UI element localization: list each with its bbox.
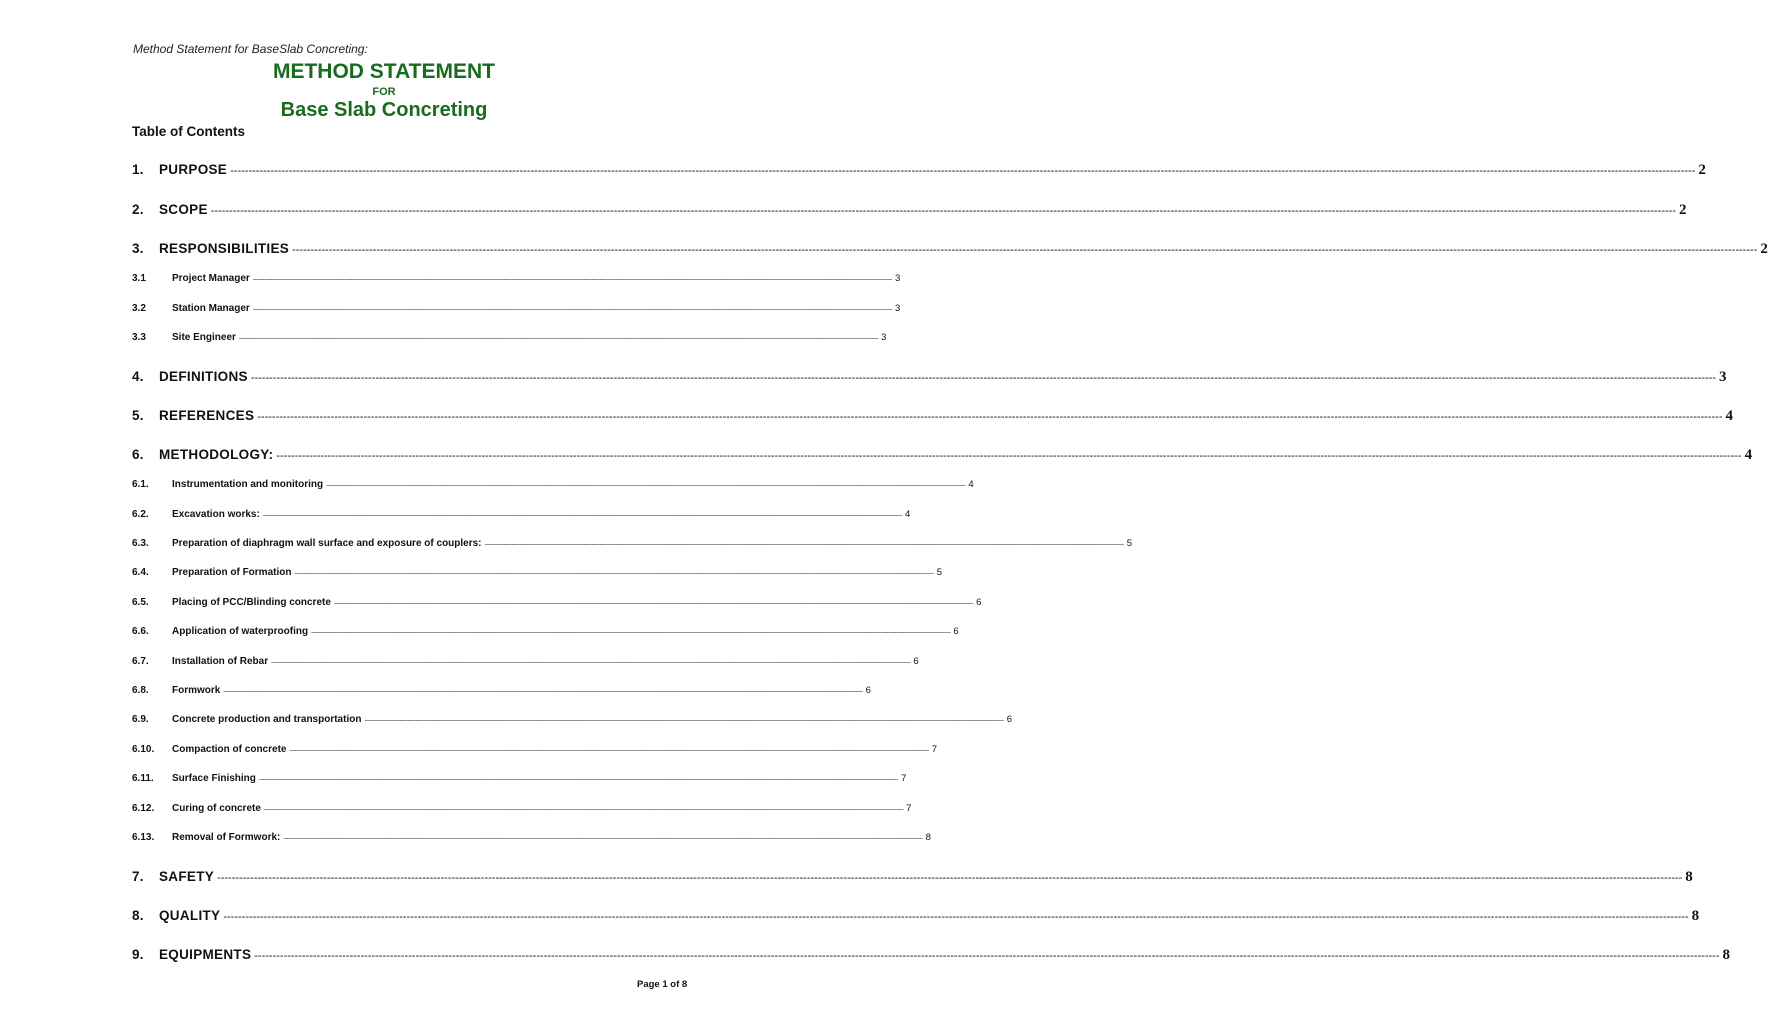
toc-entry-page: 8 <box>1685 869 1694 885</box>
toc-entry[interactable] <box>132 744 937 755</box>
toc-entry-number: 3.1 <box>132 273 146 284</box>
toc-entry-page: 4 <box>905 509 911 520</box>
toc-entry-page: 3 <box>895 303 901 314</box>
toc-dot-leader: ---------------------------------------------------------------------------------------------------------------------------------------------------------------------------------------------------------------------------------------------------------------------------------------------------------------------------------------------------------------------------------------------------------------- <box>254 950 1720 962</box>
toc-dot-leader: ---------------------------------------------------------------------------------------------------------------------------------------------------------------------------------------------------------------------------------------------------------------------------------------------------------------------------------------------------------------------------------------------------------------- <box>276 450 1742 462</box>
toc-dot-leader: ---------------------------------------------------------------------------------------------------------------------------------------------------------------------------------------------------------------------------------------------------------------------------------------------------------------------------------------------------------------------------------------------------------------- <box>262 513 903 519</box>
toc-entry-label: Instrumentation and monitoring <box>172 479 324 490</box>
toc-entry-number: 3.2 <box>132 303 146 314</box>
toc-entry-page: 7 <box>931 744 937 755</box>
toc-entry[interactable] <box>132 273 901 284</box>
toc-entry-number: 7. <box>132 869 144 884</box>
toc-entry-page: 3 <box>895 273 901 284</box>
toc-entry[interactable] <box>132 567 942 578</box>
toc-entry[interactable] <box>132 241 1768 258</box>
toc-entry[interactable] <box>132 597 982 608</box>
toc-entry-number: 1. <box>132 162 144 177</box>
toc-entry-page: 7 <box>901 773 907 784</box>
toc-entry-label: Preparation of diaphragm wall surface and exposure of couplers: <box>172 538 482 549</box>
toc-entry-label: RESPONSIBILITIES <box>159 241 290 256</box>
toc-entry-number: 6.5. <box>132 597 149 608</box>
toc-dot-leader: ---------------------------------------------------------------------------------------------------------------------------------------------------------------------------------------------------------------------------------------------------------------------------------------------------------------------------------------------------------------------------------------------------------------- <box>271 660 911 666</box>
page-header: Method Statement for BaseSlab Concreting: <box>133 42 368 56</box>
toc-entry-number: 6.2. <box>132 509 149 520</box>
toc-entry-label: Compaction of concrete <box>172 744 287 755</box>
toc-dot-leader: ---------------------------------------------------------------------------------------------------------------------------------------------------------------------------------------------------------------------------------------------------------------------------------------------------------------------------------------------------------------------------------------------------------------- <box>252 277 893 283</box>
document-title: METHOD STATEMENT <box>272 60 496 83</box>
toc-entry-number: 6.12. <box>132 803 155 814</box>
toc-entry[interactable] <box>132 773 907 784</box>
toc-dot-leader: ---------------------------------------------------------------------------------------------------------------------------------------------------------------------------------------------------------------------------------------------------------------------------------------------------------------------------------------------------------------------------------------------------------------- <box>289 748 929 754</box>
toc-entry-number: 6.8. <box>132 685 149 696</box>
toc-entry-label: Station Manager <box>172 303 250 314</box>
toc-entry[interactable] <box>132 447 1753 464</box>
toc-entry[interactable] <box>132 656 919 667</box>
toc-entry[interactable] <box>132 869 1694 886</box>
toc-dot-leader: ---------------------------------------------------------------------------------------------------------------------------------------------------------------------------------------------------------------------------------------------------------------------------------------------------------------------------------------------------------------------------------------------------------------- <box>484 542 1124 548</box>
toc-entry-page: 8 <box>1722 947 1731 963</box>
toc-entry[interactable] <box>132 369 1727 386</box>
toc-dot-leader: ---------------------------------------------------------------------------------------------------------------------------------------------------------------------------------------------------------------------------------------------------------------------------------------------------------------------------------------------------------------------------------------------------------------- <box>210 205 1676 217</box>
toc-dot-leader: ---------------------------------------------------------------------------------------------------------------------------------------------------------------------------------------------------------------------------------------------------------------------------------------------------------------------------------------------------------------------------------------------------------------- <box>230 165 1696 177</box>
toc-dot-leader: ---------------------------------------------------------------------------------------------------------------------------------------------------------------------------------------------------------------------------------------------------------------------------------------------------------------------------------------------------------------------------------------------------------------- <box>217 872 1683 884</box>
toc-entry-page: 6 <box>1006 714 1012 725</box>
toc-entry-number: 6.10. <box>132 744 155 755</box>
toc-dot-leader: ---------------------------------------------------------------------------------------------------------------------------------------------------------------------------------------------------------------------------------------------------------------------------------------------------------------------------------------------------------------------------------------------------------------- <box>292 244 1758 256</box>
toc-entry-number: 6.11. <box>132 773 154 784</box>
toc-heading: Table of Contents <box>132 124 245 139</box>
toc-dot-leader: ---------------------------------------------------------------------------------------------------------------------------------------------------------------------------------------------------------------------------------------------------------------------------------------------------------------------------------------------------------------------------------------------------------------- <box>311 630 951 636</box>
toc-entry-page: 6 <box>865 685 871 696</box>
toc-entry-number: 3.3 <box>132 332 146 343</box>
page-footer: Page 1 of 8 <box>637 979 688 990</box>
toc-entry-number: 6.9. <box>132 714 149 725</box>
toc-entry-label: EQUIPMENTS <box>159 947 252 962</box>
toc-entry-number: 2. <box>132 202 144 217</box>
toc-dot-leader: ---------------------------------------------------------------------------------------------------------------------------------------------------------------------------------------------------------------------------------------------------------------------------------------------------------------------------------------------------------------------------------------------------------------- <box>238 336 879 342</box>
toc-entry-page: 3 <box>1719 369 1727 385</box>
toc-entry-label: SCOPE <box>159 202 208 217</box>
toc-entry[interactable] <box>132 408 1734 425</box>
toc-entry[interactable] <box>132 908 1700 925</box>
toc-entry[interactable] <box>132 202 1687 219</box>
toc-entry-page: 3 <box>881 332 887 343</box>
toc-entry-page: 2 <box>1760 241 1768 257</box>
toc-entry-page: 6 <box>953 626 959 637</box>
toc-entry-label: METHODOLOGY: <box>159 447 274 462</box>
toc-dot-leader: ---------------------------------------------------------------------------------------------------------------------------------------------------------------------------------------------------------------------------------------------------------------------------------------------------------------------------------------------------------------------------------------------------------------- <box>364 718 1004 724</box>
toc-entry[interactable] <box>132 479 974 490</box>
toc-entry-number: 6. <box>132 447 144 462</box>
toc-dot-leader: ---------------------------------------------------------------------------------------------------------------------------------------------------------------------------------------------------------------------------------------------------------------------------------------------------------------------------------------------------------------------------------------------------------------- <box>283 836 923 842</box>
document-subtitle: Base Slab Concreting <box>280 99 488 121</box>
toc-dot-leader: ---------------------------------------------------------------------------------------------------------------------------------------------------------------------------------------------------------------------------------------------------------------------------------------------------------------------------------------------------------------------------------------------------------------- <box>223 911 1689 923</box>
toc-dot-leader: ---------------------------------------------------------------------------------------------------------------------------------------------------------------------------------------------------------------------------------------------------------------------------------------------------------------------------------------------------------------------------------------------------------------- <box>258 777 899 783</box>
toc-dot-leader: ---------------------------------------------------------------------------------------------------------------------------------------------------------------------------------------------------------------------------------------------------------------------------------------------------------------------------------------------------------------------------------------------------------------- <box>250 372 1717 384</box>
toc-entry[interactable] <box>132 947 1731 964</box>
toc-entry-number: 5. <box>132 408 144 423</box>
toc-entry-number: 4. <box>132 369 144 384</box>
toc-dot-leader: ---------------------------------------------------------------------------------------------------------------------------------------------------------------------------------------------------------------------------------------------------------------------------------------------------------------------------------------------------------------------------------------------------------------- <box>257 411 1723 423</box>
toc-dot-leader: ---------------------------------------------------------------------------------------------------------------------------------------------------------------------------------------------------------------------------------------------------------------------------------------------------------------------------------------------------------------------------------------------------------------- <box>294 571 934 577</box>
toc-entry-label: SAFETY <box>159 869 215 884</box>
title-for: FOR <box>372 86 396 98</box>
toc-entry[interactable] <box>132 685 871 696</box>
toc-entry-label: Project Manager <box>172 273 250 284</box>
toc-entry[interactable] <box>132 538 1133 549</box>
toc-entry-number: 8. <box>132 908 144 923</box>
toc-dot-leader: ---------------------------------------------------------------------------------------------------------------------------------------------------------------------------------------------------------------------------------------------------------------------------------------------------------------------------------------------------------------------------------------------------------------- <box>263 807 904 813</box>
toc-entry-number: 6.6. <box>132 626 149 637</box>
toc-entry-label: Removal of Formwork: <box>172 832 281 843</box>
toc-entry-number: 6.3. <box>132 538 149 549</box>
toc-entry-number: 6.7. <box>132 656 149 667</box>
toc-entry-page: 4 <box>1744 447 1753 463</box>
toc-dot-leader: ---------------------------------------------------------------------------------------------------------------------------------------------------------------------------------------------------------------------------------------------------------------------------------------------------------------------------------------------------------------------------------------------------------------- <box>326 483 966 489</box>
toc-entry-label: PURPOSE <box>159 162 228 177</box>
toc-entry[interactable] <box>132 803 912 814</box>
toc-entry-label: Preparation of Formation <box>172 567 292 578</box>
toc-dot-leader: ---------------------------------------------------------------------------------------------------------------------------------------------------------------------------------------------------------------------------------------------------------------------------------------------------------------------------------------------------------------------------------------------------------------- <box>252 307 893 313</box>
toc-entry-label: Surface Finishing <box>172 773 256 784</box>
toc-entry[interactable] <box>132 714 1012 725</box>
toc-entry-page: 2 <box>1698 162 1707 178</box>
toc-entry-number: 9. <box>132 947 144 962</box>
toc-entry-label: Excavation works: <box>172 509 260 520</box>
toc-dot-leader: ---------------------------------------------------------------------------------------------------------------------------------------------------------------------------------------------------------------------------------------------------------------------------------------------------------------------------------------------------------------------------------------------------------------- <box>333 601 974 607</box>
toc-entry[interactable] <box>132 162 1707 179</box>
toc-entry[interactable] <box>132 332 887 343</box>
toc-entry[interactable] <box>132 626 959 637</box>
toc-entry-label: Site Engineer <box>172 332 236 343</box>
toc-dot-leader: ---------------------------------------------------------------------------------------------------------------------------------------------------------------------------------------------------------------------------------------------------------------------------------------------------------------------------------------------------------------------------------------------------------------- <box>223 689 863 695</box>
toc-entry-number: 6.13. <box>132 832 155 843</box>
toc-entry-label: Installation of Rebar <box>172 656 269 667</box>
toc-entry-label: DEFINITIONS <box>159 369 248 384</box>
toc-entry-page: 7 <box>906 803 912 814</box>
toc-entry-label: Application of waterproofing <box>172 626 309 637</box>
toc-entry-label: Formwork <box>172 685 221 696</box>
toc-entry-number: 6.4. <box>132 567 149 578</box>
toc-entry[interactable] <box>132 832 931 843</box>
toc-entry-page: 2 <box>1679 202 1687 218</box>
toc-entry-label: REFERENCES <box>159 408 255 423</box>
toc-entry-page: 5 <box>1126 538 1133 549</box>
toc-entry-label: Placing of PCC/Blinding concrete <box>172 597 331 608</box>
toc-entry[interactable] <box>132 303 901 314</box>
toc-entry-label: Concrete production and transportation <box>172 714 362 725</box>
toc-entry-page: 5 <box>936 567 942 578</box>
toc-entry-page: 8 <box>1691 908 1700 924</box>
toc-entry-page: 6 <box>976 597 982 608</box>
toc-entry-number: 6.1. <box>132 479 149 490</box>
toc-entry-page: 8 <box>925 832 931 843</box>
toc-entry-label: QUALITY <box>159 908 221 923</box>
toc-entry-page: 4 <box>968 479 974 490</box>
toc-entry[interactable] <box>132 509 911 520</box>
toc-entry-page: 6 <box>913 656 919 667</box>
toc-entry-number: 3. <box>132 241 144 256</box>
toc-entry-page: 4 <box>1725 408 1734 424</box>
toc-entry-label: Curing of concrete <box>172 803 261 814</box>
